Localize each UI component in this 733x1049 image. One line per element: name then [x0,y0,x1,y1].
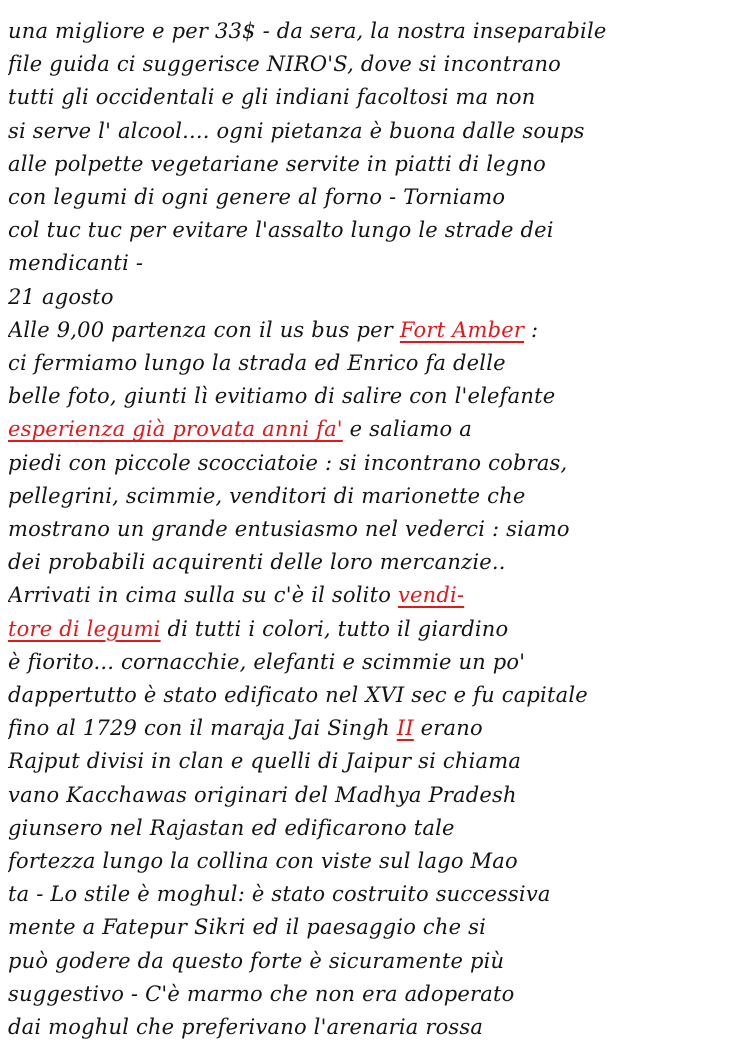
line-text: ta - Lo stile è moghul: è stato costruito successiva [8,882,551,907]
line-text: mendicanti - [8,251,144,276]
line-text: 21 agosto [8,284,114,309]
diary-line [8,446,728,480]
diary-line [8,1010,728,1044]
line-text: pellegrini, scimmie, venditori di marionette che [8,483,526,508]
line-text: si serve l' alcool.... ogni pietanza è buona dalle soups [8,118,585,143]
diary-line [8,977,728,1011]
diary-line [8,147,728,181]
diary-line [8,80,728,114]
diary-line [8,645,728,679]
diary-line [8,944,728,978]
line-text: vano Kacchawas originari del Madhya Pradesh [8,782,517,807]
diary-line [8,379,728,413]
diary-line [8,479,728,513]
line-text: alle polpette vegetariane servite in piatti di legno [8,151,546,176]
line-text: è fiorito... cornacchie, elefanti e scimmie un po' [8,649,526,674]
highlighted-text: esperienza già provata anni fa' [8,417,343,442]
diary-line [8,578,728,612]
line-text: giunsero nel Rajastan ed edificarono tale [8,815,455,840]
line-text: mente a Fatepur Sikri ed il paesaggio che si [8,915,487,940]
diary-line [8,744,728,778]
diary-line [8,711,728,745]
diary-line [8,313,728,347]
line-text: di tutti i colori, tutto il giardino [160,616,509,641]
line-text: dei probabili acquirenti delle loro mercanzie.. [8,550,506,575]
diary-line [8,412,728,446]
highlighted-text: vendi- [397,583,465,608]
line-text: Arrivati in cima sulla su c'è il solito [8,583,398,608]
diary-line [8,14,728,48]
diary-line [8,811,728,845]
line-text: file guida ci suggerisce NIRO'S, dove si incontrano [8,52,562,77]
line-text: Rajput divisi in clan e quelli di Jaipur si chiama [8,749,522,774]
diary-line [8,213,728,247]
diary-line [8,778,728,812]
diary-line [8,280,728,314]
line-text: può godere da questo forte è sicuramente più [8,948,505,973]
line-text: dappertutto è stato edificato nel XVI sec e fu capitale [8,683,588,707]
highlighted-text: tore di legumi [8,616,161,641]
diary-line [8,910,728,944]
diary-line [8,346,728,380]
diary-line [8,612,728,646]
diary-line [8,114,728,148]
diary-line [8,844,728,878]
diary-line [8,678,728,712]
line-text: belle foto, giunti lì evitiamo di salire con l'elefante [8,384,556,409]
line-text: ci fermiamo lungo la strada ed Enrico fa delle [8,351,506,375]
highlighted-text: II [396,716,414,741]
diary-line [8,47,728,81]
line-text: Alle 9,00 partenza con il us bus per [8,317,400,342]
line-text: fortezza lungo la collina con viste sul lago Mao [8,849,518,873]
diary-line [8,180,728,214]
diary-line [8,877,728,911]
line-text: dai moghul che preferivano l'arenaria rossa [8,1015,484,1039]
line-text: erano [413,716,483,741]
line-text: e saliamo a [342,417,472,442]
diary-line [8,545,728,579]
diary-line [8,512,728,546]
line-text: : [524,317,539,342]
line-text: piedi con piccole scocciatoie : si incontrano cobras, [8,450,568,475]
line-text: suggestivo - C'è marmo che non era adoperato [8,981,515,1006]
line-text: con legumi di ogni genere al forno - Torniamo [8,185,506,209]
line-text: mostrano un grande entusiasmo nel vederci : siamo [8,517,570,541]
diary-line [8,246,728,280]
line-text: una migliore e per 33$ - da sera, la nostra inseparabile [8,19,607,43]
line-text: fino al 1729 con il maraja Jai Singh [8,716,397,741]
highlighted-text: Fort Amber [399,317,525,342]
line-text: tutti gli occidentali e gli indiani facoltosi ma non [8,85,536,110]
line-text: col tuc tuc per evitare l'assalto lungo le strade dei [8,218,554,243]
